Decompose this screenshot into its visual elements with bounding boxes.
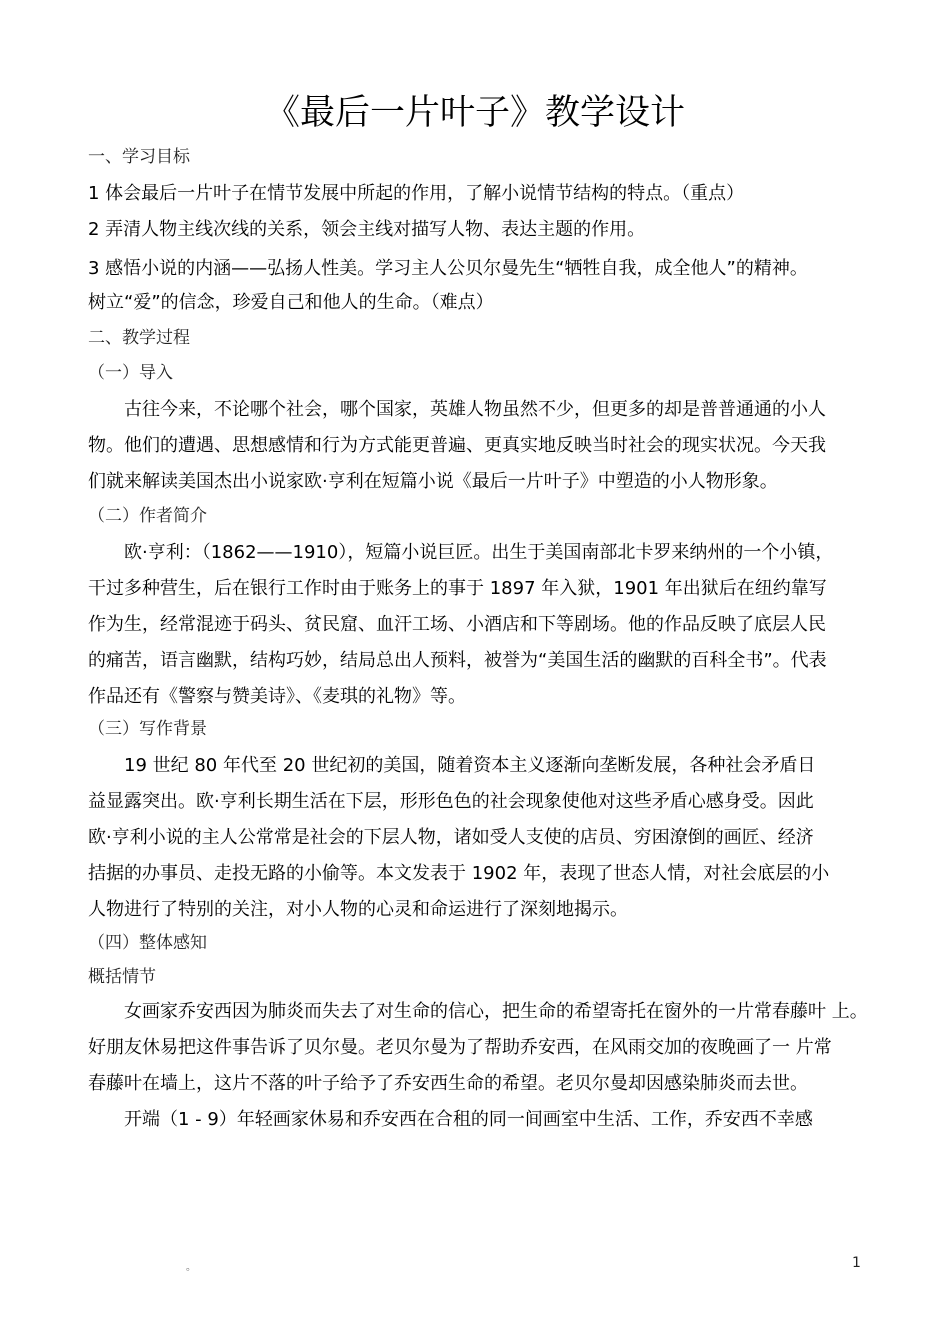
goal-item-2: 2 弄清人物主线次线的关系，领会主线对描写人物、表达主题的作用。 — [88, 219, 646, 240]
subsection-heading-author: （二）作者简介 — [88, 506, 207, 526]
paragraph-line: 古往今来，不论哪个社会，哪个国家，英雄人物虽然不少，但更多的却是普普通通的小人 — [124, 399, 826, 420]
goal-item-1: 1 体会最后一片叶子在情节发展中所起的作用，了解小说情节结构的特点。（重点） — [88, 183, 745, 204]
footer-mark: 。 — [186, 1262, 196, 1273]
paragraph-line: 开端（1 - 9）年轻画家休易和乔安西在合租的同一间画室中生活、工作，乔安西不幸感 — [124, 1109, 813, 1130]
page-number: 1 — [852, 1255, 861, 1271]
goal-item-3: 3 感悟小说的内涵——弘扬人性美。学习主人公贝尔曼先生“牺牲自我，成全他人”的精神。 — [88, 258, 808, 279]
paragraph-line: 物。他们的遭遇、思想感情和行为方式能更普遍、更真实地反映当时社会的现实状况。今天我 — [88, 435, 826, 456]
paragraph-line: 的痛苦，语言幽默，结构巧妙，结局总出人预料，被誉为“美国生活的幽默的百科全书”。代表 — [88, 650, 827, 671]
paragraph-line: 益显露突出。欧·亨利长期生活在下层，形形色色的社会现象使他对这些矛盾心感身受。因此 — [88, 791, 814, 812]
paragraph-line: 好朋友休易把这件事告诉了贝尔曼。老贝尔曼为了帮助乔安西，在风雨交加的夜晚画了一 片常 — [88, 1037, 832, 1058]
paragraph-line: 春藤叶在墙上，这片不落的叶子给予了乔安西生命的希望。老贝尔曼却因感染肺炎而去世。 — [88, 1073, 808, 1094]
paragraph-line: 们就来解读美国杰出小说家欧·亨利在短篇小说《最后一片叶子》中塑造的小人物形象。 — [88, 471, 778, 492]
subsection-subheading-plot-summary: 概括情节 — [88, 967, 156, 987]
subsection-heading-intro: （一）导入 — [88, 363, 173, 383]
goal-item-3-continued: 树立“爱”的信念，珍爱自己和他人的生命。（难点） — [88, 292, 494, 313]
paragraph-line: 干过多种营生，后在银行工作时由于账务上的事于 1897 年入狱，1901 年出狱后在纽约靠写 — [88, 578, 827, 599]
paragraph-line: 人物进行了特别的关注，对小人物的心灵和命运进行了深刻地揭示。 — [88, 899, 628, 920]
section-heading-process: 二、教学过程 — [88, 328, 190, 348]
section-heading-goals: 一、学习目标 — [88, 147, 190, 167]
paragraph-line: 女画家乔安西因为肺炎而失去了对生命的信心，把生命的希望寄托在窗外的一片常春藤叶 上。 — [124, 1001, 868, 1022]
paragraph-line: 19 世纪 80 年代至 20 世纪初的美国，随着资本主义逐渐向垄断发展，各种社会矛盾日 — [124, 755, 816, 776]
subsection-heading-overview: （四）整体感知 — [88, 933, 207, 953]
paragraph-line: 作为生，经常混迹于码头、贫民窟、血汗工场、小酒店和下等剧场。他的作品反映了底层人民 — [88, 614, 826, 635]
document-title: 《最后一片叶子》教学设计 — [264, 93, 685, 133]
paragraph-line: 拮据的办事员、走投无路的小偷等。本文发表于 1902 年，表现了世态人情，对社会底层的小 — [88, 863, 830, 884]
paragraph-line: 欧·亨利：（1862——1910），短篇小说巨匠。出生于美国南部北卡罗来纳州的一个小镇， — [124, 542, 834, 563]
paragraph-line: 作品还有《警察与赞美诗》、《麦琪的礼物》等。 — [88, 686, 466, 707]
subsection-heading-background: （三）写作背景 — [88, 719, 207, 739]
paragraph-line: 欧·亨利小说的主人公常常是社会的下层人物，诸如受人支使的店员、穷困潦倒的画匠、经济 — [88, 827, 814, 848]
